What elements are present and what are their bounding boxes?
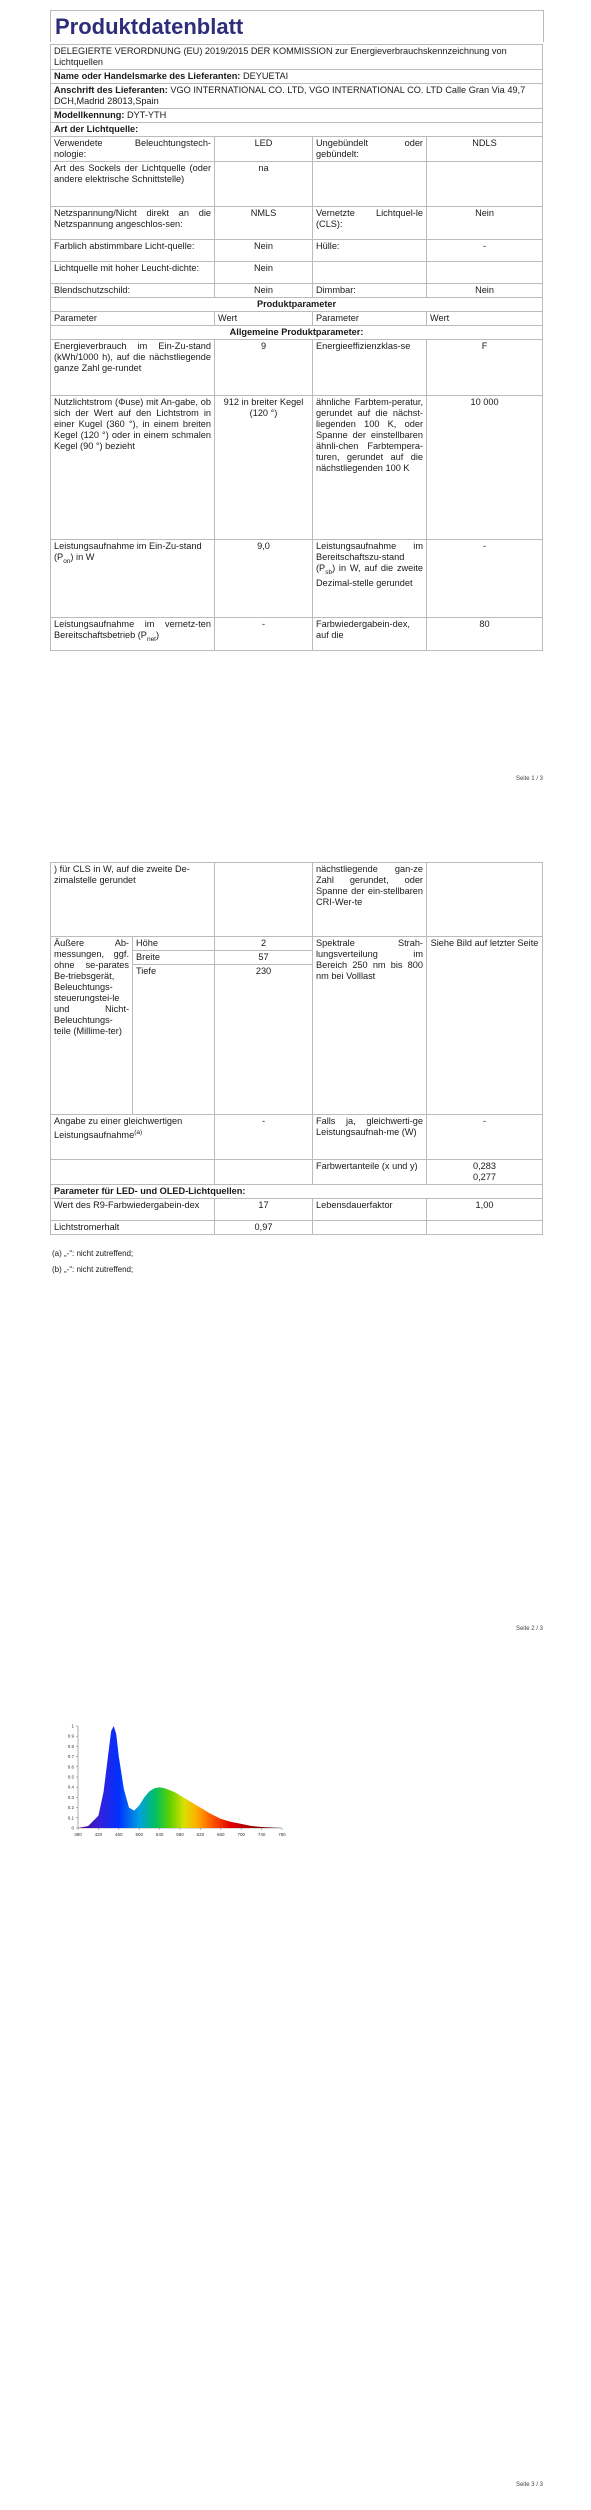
page-3 <box>0 1650 591 2510</box>
standby-value: - <box>427 540 543 618</box>
footnote-a: (a) „-“: nicht zutreffend; <box>52 1249 134 1258</box>
cri-value: 80 <box>427 618 543 651</box>
glare-label: Blendschutzschild: <box>51 284 215 298</box>
dimmer-value: Nein <box>427 284 543 298</box>
mains-value: NMLS <box>215 207 313 240</box>
spectrum-area <box>78 1726 282 1828</box>
product-params-heading: Produktparameter <box>51 298 543 312</box>
y-tick-label: 0.8 <box>67 1743 74 1749</box>
cct-value: 10 000 <box>427 396 543 540</box>
x-tick-label: 620 <box>196 1832 205 1837</box>
depth-label: Tiefe <box>133 965 215 1115</box>
power-on-value: 9,0 <box>215 540 313 618</box>
power-on-label: Leistungsaufnahme im Ein-Zu-stand $(P_{on})$ in W <box>51 540 215 618</box>
depth-value: 230 <box>215 965 313 1115</box>
led-params-heading: Parameter für LED- und OLED-Lichtquellen: <box>51 1185 543 1199</box>
envelope-label: Hülle: <box>313 240 427 262</box>
supplier-name-row: Name oder Handelsmarke des Lieferanten: DEYUETAI <box>51 70 543 84</box>
height-value: 2 <box>215 937 313 951</box>
page-2 <box>0 800 591 1650</box>
socket-label: Art des Sockels der Lichtquelle (oder andere elektrische Schnittstelle) <box>51 162 215 207</box>
regulation-text: DELEGIERTE VERORDNUNG (EU) 2019/2015 DER KOMMISSION zur Energieverbrauchskennzeichnung von Lichtquellen <box>51 45 543 70</box>
col-param-header: Parameter <box>51 312 215 326</box>
x-tick-label: 740 <box>257 1832 266 1837</box>
dimmer-label: Dimmbar: <box>313 284 427 298</box>
spd-value: Siehe Bild auf letzter Seite <box>427 937 543 1115</box>
life-label: Lebensdauerfaktor <box>313 1199 427 1221</box>
y-ticks <box>68 1724 78 1831</box>
width-value: 57 <box>215 951 313 965</box>
col-param-header-2: Parameter <box>313 312 427 326</box>
y-tick-label: 0.7 <box>67 1754 74 1760</box>
tunable-label: Farblich abstimmbare Licht-quelle: <box>51 240 215 262</box>
y-tick-label: 0.4 <box>67 1784 74 1790</box>
page-1 <box>0 0 591 800</box>
unbundled-label: Ungebündelt oder gebündelt: <box>313 137 427 162</box>
equiv-label: Angabe zu einer gleichwertigen Leistungsaufnahme$^{(a)}$ <box>51 1115 215 1160</box>
footnote-b: (b) „-“: nicht zutreffend; <box>52 1265 134 1274</box>
page-number-2: Seite 2 / 3 <box>515 1626 543 1632</box>
equiv-value: - <box>215 1115 313 1160</box>
spd-label: Spektrale Strah-lungsverteilung im Bereich 250 nm bis 800 nm bei Volllast <box>313 937 427 1115</box>
light-type-heading: Art der Lichtquelle: <box>51 123 543 137</box>
y-tick-label: 1 <box>71 1723 74 1729</box>
cls-label: Vernetzte Lichtquel-le (CLS): <box>313 207 427 240</box>
general-params-heading: Allgemeine Produktparameter: <box>51 326 543 340</box>
high-lum-label: Lichtquelle mit hoher Leucht-dichte: <box>51 262 215 284</box>
y-tick-label: 0.1 <box>67 1815 74 1821</box>
datasheet-table-p1 <box>50 44 543 651</box>
energy-value: 9 <box>215 340 313 396</box>
dims-label: Äußere Ab-messungen, ggf. ohne se-parates Be-triebsgerät, Beleuchtungs-steuerungstei-le und Nicht-Beleuchtungs-teile (Millime-ter) <box>51 937 133 1115</box>
high-lum-value: Nein <box>215 262 313 284</box>
y-tick-label: 0.2 <box>67 1805 74 1811</box>
tech-label: Verwendete Beleuchtungstech-nologie: <box>51 137 215 162</box>
x-tick-label: 460 <box>115 1832 123 1837</box>
tech-value: LED <box>215 137 313 162</box>
standby-label: Leistungsaufnahme im Bereitschaftszu-stand $(P_{sb})$ in W, auf die zweite Dezimal-stelle gerundet <box>313 540 427 618</box>
equiv-power-label: Falls ja, gleichwerti-ge Leistungsaufnah-me (W) <box>313 1115 427 1160</box>
cri-label-cont: nächstliegende gan-ze Zahl gerundet, oder Spanne der ein-stellbaren CRI-Wer-te <box>313 863 427 937</box>
net-standby-value: - <box>215 618 313 651</box>
x-tick-label: 380 <box>74 1832 82 1837</box>
envelope-value: - <box>427 240 543 262</box>
mains-label: Netzspannung/Nicht direkt an die Netzspannung angeschlos-sen: <box>51 207 215 240</box>
life-value: 1,00 <box>427 1199 543 1221</box>
x-tick-label: 660 <box>217 1832 225 1837</box>
cls-value: Nein <box>427 207 543 240</box>
title-box <box>50 10 544 42</box>
y-tick-label: 0 <box>71 1825 74 1831</box>
x-tick-label: 540 <box>155 1832 164 1837</box>
page-title: Produktdatenblatt <box>55 14 244 39</box>
col-value-header-2: Wert <box>427 312 543 326</box>
y-tick-label: 0.3 <box>67 1794 74 1800</box>
net-standby-label: Leistungsaufnahme im vernetz-ten Bereitschaftsbetrieb $(P_{net})$ <box>51 618 215 651</box>
width-label: Breite <box>133 951 215 965</box>
equiv-power-value: - <box>427 1115 543 1160</box>
tunable-value: Nein <box>215 240 313 262</box>
chroma-label: Farbwertanteile (x und y) <box>313 1160 427 1185</box>
y-tick-label: 0.6 <box>67 1764 74 1770</box>
flux-label: Nutzlichtstrom (Φuse) mit An-gabe, ob sich der Wert auf den Lichtstrom in einer Kugel (360 °), in einem breiten Kegel (120 °) oder in einem schmalen Kegel (90 °) bezieht <box>51 396 215 540</box>
net-standby-label-cont: ) für CLS in W, auf die zweite De-zimalstelle gerundet <box>51 863 215 937</box>
page-number-3: Seite 3 / 3 <box>515 2482 543 2488</box>
page-number-1: Seite 1 / 3 <box>515 776 543 782</box>
x-ticks <box>74 1828 286 1837</box>
x-tick-label: 500 <box>135 1832 143 1837</box>
flux-value: 912 in breiter Kegel (120 °) <box>215 396 313 540</box>
cct-label: ähnliche Farbtem-peratur, gerundet auf die nächst-liegenden 100 K, oder Spanne der einstellbaren ähnli-chen Farbtempera-turen, gerundet auf die nächstliegenden 100 K <box>313 396 427 540</box>
supplier-address-row: Anschrift des Lieferanten: VGO INTERNATIONAL CO. LTD, VGO INTERNATIONAL CO. LTD Calle Gran Via 49,7 DCH,Madrid 28013,Spain <box>51 84 543 109</box>
socket-value: na <box>215 162 313 207</box>
x-tick-label: 700 <box>237 1832 245 1837</box>
r9-label: Wert des R9-Farbwiedergabein-dex <box>51 1199 215 1221</box>
model-row: Modellkennung: DYT-YTH <box>51 109 543 123</box>
energy-label: Energieverbrauch im Ein-Zu-stand (kWh/1000 h), auf die nächstliegende ganze Zahl ge-rundet <box>51 340 215 396</box>
unbundled-value: NDLS <box>427 137 543 162</box>
x-tick-label: 580 <box>176 1832 184 1837</box>
eff-class-label: Energieeffizienzklas-se <box>313 340 427 396</box>
maint-value: 0,97 <box>215 1221 313 1235</box>
cri-label: Farbwiedergabein-dex, auf die <box>313 618 427 651</box>
y-tick-label: 0.5 <box>67 1774 74 1780</box>
y-tick-label: 0.9 <box>67 1733 74 1739</box>
x-tick-label: 780 <box>278 1832 286 1837</box>
height-label: Höhe <box>133 937 215 951</box>
r9-value: 17 <box>215 1199 313 1221</box>
datasheet-table-p2 <box>50 862 543 1235</box>
chroma-values: 0,283 0,277 <box>427 1160 543 1185</box>
maint-label: Lichtstromerhalt <box>51 1221 215 1235</box>
spectral-distribution-chart <box>60 1720 290 1840</box>
x-tick-label: 420 <box>94 1832 103 1837</box>
col-value-header: Wert <box>215 312 313 326</box>
glare-value: Nein <box>215 284 313 298</box>
eff-class-value: F <box>427 340 543 396</box>
